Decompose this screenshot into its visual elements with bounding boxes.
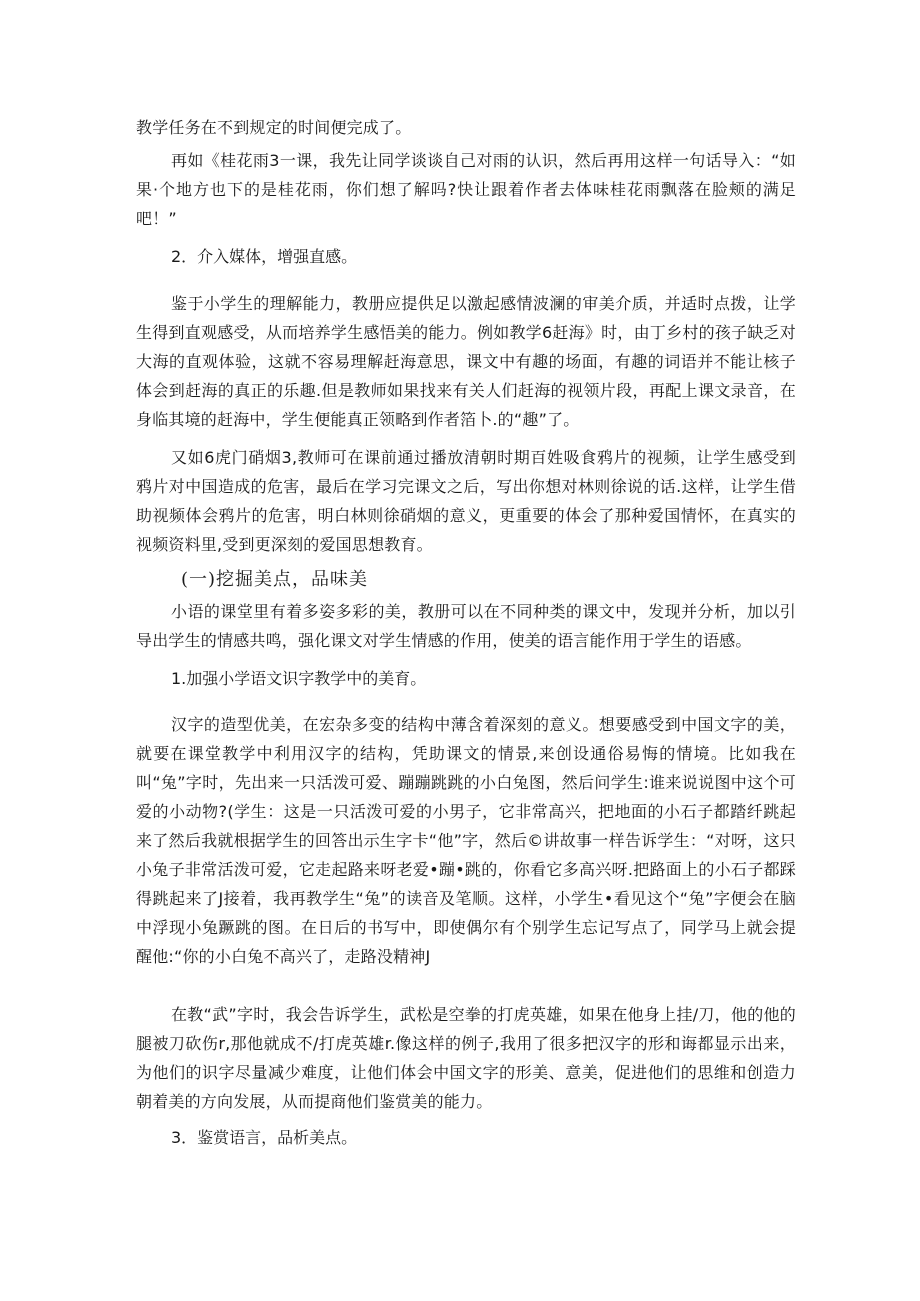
paragraph-osmanthus-rain: 再如《桂花雨3一课，我先让同学谈谈自己对雨的认识，然后再用这样一句话导入：“如果·个地方也下的是桂花雨，你们想了解吗?快让跟着作者去体味桂花雨飘落在脸颊的满足吧！” <box>136 151 796 228</box>
section-heading: (一)挖掘美点，品味美 <box>181 569 369 590</box>
paragraph-sea-lesson: 鉴于小学生的理解能力，教册应提供足以激起感情波澜的审美介质，并适时点拨，让学生得到直观感受，从而培养学生感悟美的能力。例如教学6赶海》时，由丁乡村的孩子缺乏对大海的直观体验，这就不容易理解赶海意思，课文中有趣的场面，有趣的词语并不能让核子体会到赶海的真正的乐趣.但是教师如果找来有关人们赶海的视领片段，再配上课文录音，在身临其境的赶海中，学生便能真正领略到作者箔卜.的“趣”了。 <box>136 294 796 429</box>
list-item-media: 2．介入媒体，增强直感。 <box>171 247 358 266</box>
paragraph-wu-character: 在教“武”字时，我会告诉学生，武松是空拳的打虎英雄，如果在他身上挂/刀，他的他的腿被刀砍伤r,那他就成不/打虎英雄r.像这样的例子,我用了很多把汉字的形和诲都显示出来，为他们的识字尽量减少难度，让他们体会中国文字的形美、意美，促进他们的思维和创造力朝着美的方向发展，从而提商他们鉴赏美的能力。 <box>136 1005 796 1111</box>
paragraph-continuation: 教学任务在不到规定的时间便完成了。 <box>136 118 412 137</box>
paragraph-opium-lesson: 又如6虎门硝烟3,教师可在课前通过播放清朝时期百姓吸食鸦片的视频，让学生感受到鸦片对中国造成的危害，最后在学习完课文之后，写出你想对林则徐说的话.这样，让学生借助视频体会鸦片的危害，明白林则徐硝烟的意义，更重要的体会了那种爱国情怀，在真实的视频资料里,受到更深刻的爱国思想教育。 <box>136 448 796 554</box>
list-item-character-teaching: 1.加强小学语文识字教学中的美育。 <box>171 669 427 688</box>
paragraph-rabbit-character: 汉字的造型优美，在宏杂多变的结构中薄含着深刻的意义。想要感受到中国文字的美，就要在课堂教学中利用汉字的结构，凭助课文的情景,来创设通俗易悔的情境。比如我在叫“兔”字时，先出来一只活泼可爱、蹦蹦跳跳的小白兔图，然后问学生:谁来说说图中这个可爱的小动物?(学生：这是一只活泼可爱的小男子，它非常高兴，把地面的小石子都踏纤跳起来了然后我就根据学生的回答出示生字卡“他”字，然后©讲故事一样告诉学生：“对呀，这只小兔子非常活泼可爱，它走起路来呀老爱•蹦•跳的，你看它多高兴呀.把路面上的小石子都踩得跳起来了J接着，我再教学生“兔”的读音及笔顺。这样，小学生•看见这个“兔”字便会在脑中浮现小兔蹶跳的图。在日后的书写中，即使偶尔有个别学生忘记写点了，同学马上就会提醒他:“你的小白兔不高兴了，走路没精神J <box>136 715 796 966</box>
list-item-appreciate-language: 3．鉴赏语言，品析美点。 <box>171 1128 358 1147</box>
paragraph-classroom-beauty: 小语的课堂里有着多姿多彩的美，教册可以在不同种类的课文中，发现并分析，加以引导出学生的情感共鸣，强化课文对学生情感的作用，使美的语言能作用于学生的语感。 <box>136 602 796 650</box>
